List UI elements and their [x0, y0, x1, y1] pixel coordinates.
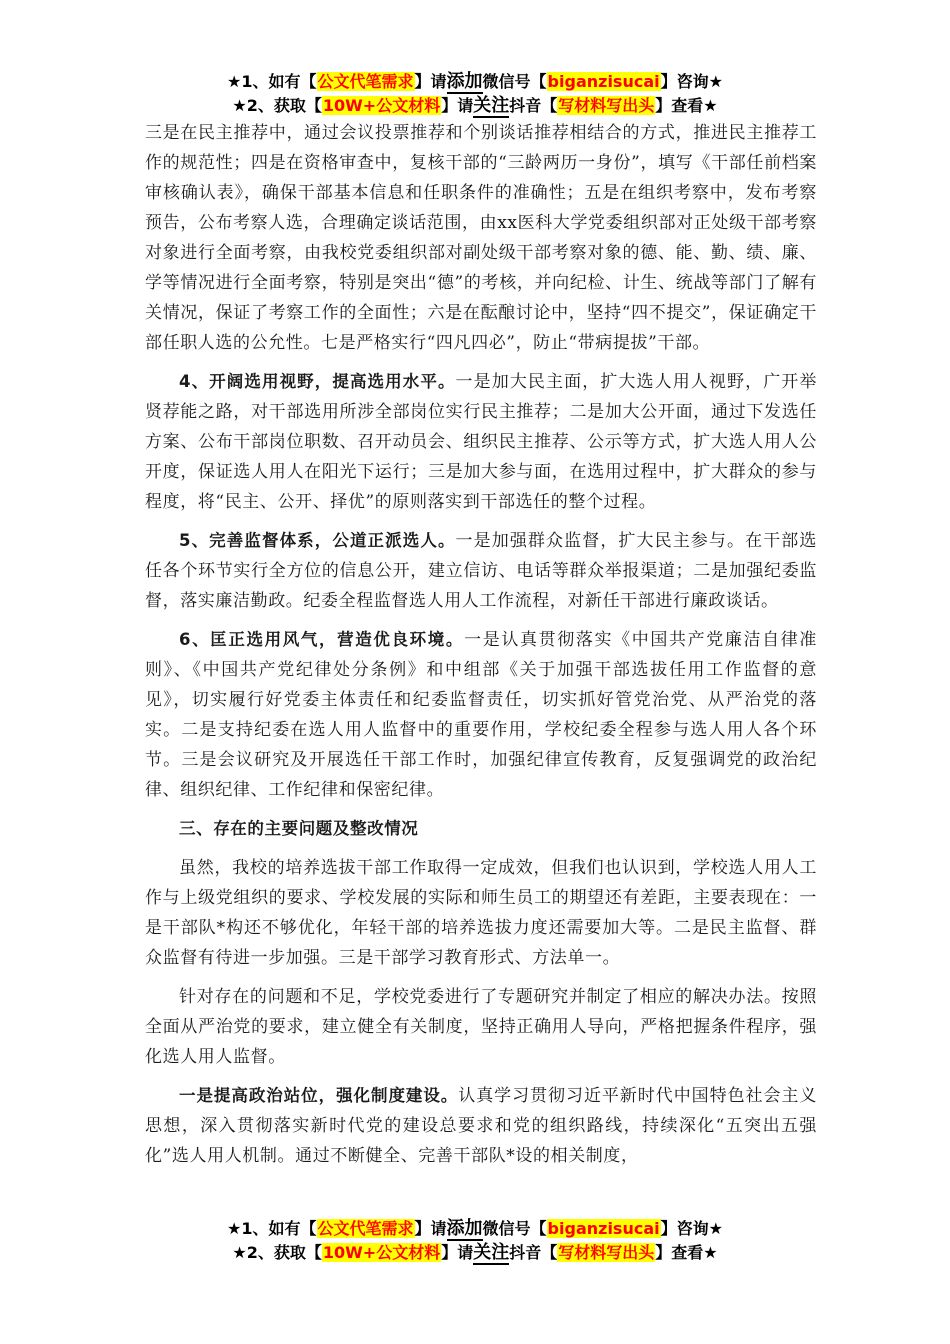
promo-highlight: 公文代笔需求 — [317, 72, 414, 91]
promo-line-2 — [0, 1241, 950, 1265]
promo-keyword: 添加 — [446, 71, 483, 92]
promo-banner-bottom — [0, 1217, 950, 1265]
section-heading-text: 三、存在的主要问题及整改情况 — [179, 819, 419, 838]
section-heading — [145, 814, 817, 844]
promo-highlight: biganzisucai — [547, 72, 660, 91]
paragraph — [145, 982, 817, 1072]
promo-banner-top — [0, 70, 950, 118]
paragraph-lead: 一是提高政治站位，强化制度建设。 — [179, 1086, 459, 1105]
promo-highlight: 写材料写出头 — [558, 96, 655, 115]
promo-highlight: biganzisucai — [547, 1219, 660, 1238]
promo-text: 】请 — [441, 1243, 474, 1262]
promo-text: 微信号【 — [482, 72, 547, 91]
paragraph-text: 认真学习贯彻习近平新时代中国特色社会主义思想，深入贯彻落实新时代党的建设总要求和党的组织路线，持续深化“五突出五强化”选人用人机制。通过不断健全、完善干部队*设的相关制度， — [145, 1086, 817, 1166]
promo-text: 抖音【 — [509, 1243, 558, 1262]
promo-keyword: 添加 — [446, 1218, 483, 1239]
promo-text: 】查看★ — [655, 1243, 718, 1262]
paragraph-text: 一是加强群众监督，扩大民主参与。在干部选任各个环节实行全方位的信息公开，建立信访、电话等群众举报渠道；二是加强纪委监督，落实廉洁勤政。纪委全程监督选人用人工作流程，对新任干部进行廉政谈话。 — [145, 531, 817, 611]
paragraph — [145, 367, 817, 517]
promo-text: 微信号【 — [482, 1219, 547, 1238]
paragraph — [145, 526, 817, 616]
promo-text: ★1、如有【 — [227, 72, 317, 91]
promo-line-2 — [0, 94, 950, 118]
promo-highlight: 10W+公文材料 — [322, 96, 441, 115]
promo-highlight: 10W+公文材料 — [322, 1243, 441, 1262]
document-body — [145, 118, 817, 1180]
promo-keyword: 关注 — [473, 1242, 510, 1263]
paragraph-text: 一是认真贯彻落实《中国共产党廉洁自律准则》、《中国共产党纪律处分条例》和中组部《关于加强干部选拔任用工作监督的意见》，切实履行好党委主体责任和纪委监督责任，切实抓好管党治党、从严治党的落实。二是支持纪委在选人用人监督中的重要作用，学校纪委全程参与选人用人各个环节。三是会议研究及开展选任干部工作时，加强纪律宣传教育，反复强调党的政治纪律、组织纪律、工作纪律和保密纪律。 — [145, 630, 817, 800]
paragraph-lead: 5、完善监督体系，公道正派选人。 — [179, 531, 456, 550]
promo-text: 】请 — [441, 96, 474, 115]
paragraph-text: 一是加大民主面，扩大选人用人视野，广开举贤荐能之路，对干部选用所涉全部岗位实行民主推荐；二是加大公开面，通过下发选任方案、公布干部岗位职数、召开动员会、组织民主推荐、公示等方式，扩大选人用人公开度，保证选人用人在阳光下运行；三是加大参与面，在选用过程中，扩大群众的参与程度，将“民主、公开、择优”的原则落实到干部选任的整个过程。 — [145, 372, 817, 512]
promo-text: ★1、如有【 — [227, 1219, 317, 1238]
paragraph — [145, 118, 817, 358]
promo-text: 】咨询★ — [660, 1219, 723, 1238]
paragraph-text: 三是在民主推荐中，通过会议投票推荐和个别谈话推荐相结合的方式，推进民主推荐工作的规范性；四是在资格审查中，复核干部的“三龄两历一身份”，填写《干部任前档案审核确认表》，确保干部基本信息和任职条件的准确性；五是在组织考察中，发布考察预告，公布考察人选，合理确定谈话范围，由xx医科大学党委组织部对正处级干部考察对象进行全面考察，由我校党委组织部对副处级干部考察对象的德、能、勤、绩、廉、学等情况进行全面考察，特别是突出“德”的考核，并向纪检、计生、统战等部门了解有关情况，保证了考察工作的全面性；六是在酝酿讨论中，坚持“四不提交”，保证确定干部任职人选的公允性。七是严格实行“四凡四必”，防止“带病提拔”干部。 — [145, 123, 817, 353]
paragraph-lead: 6、匡正选用风气，营造优良环境。 — [179, 630, 465, 649]
promo-text: 】请 — [414, 1219, 447, 1238]
promo-keyword: 关注 — [473, 95, 510, 116]
promo-text: 】查看★ — [655, 96, 718, 115]
promo-text: 】咨询★ — [660, 72, 723, 91]
paragraph — [145, 625, 817, 805]
promo-line-1 — [0, 1217, 950, 1241]
promo-text: 】请 — [414, 72, 447, 91]
paragraph-text: 针对存在的问题和不足，学校党委进行了专题研究并制定了相应的解决办法。按照全面从严治党的要求，建立健全有关制度，坚持正确用人导向，严格把握条件程序，强化选人用人监督。 — [145, 987, 817, 1067]
promo-highlight: 公文代笔需求 — [317, 1219, 414, 1238]
promo-text: ★2、获取【 — [232, 1243, 322, 1262]
paragraph — [145, 1081, 817, 1171]
promo-line-1 — [0, 70, 950, 94]
promo-highlight: 写材料写出头 — [558, 1243, 655, 1262]
promo-text: 抖音【 — [509, 96, 558, 115]
promo-text: ★2、获取【 — [232, 96, 322, 115]
paragraph — [145, 853, 817, 973]
paragraph-lead: 4、开阔选用视野，提高选用水平。 — [179, 372, 456, 391]
paragraph-text: 虽然，我校的培养选拔干部工作取得一定成效，但我们也认识到，学校选人用人工作与上级党组织的要求、学校发展的实际和师生员工的期望还有差距，主要表现在：一是干部队*构还不够优化，年轻干部的培养选拔力度还需要加大等。二是民主监督、群众监督有待进一步加强。三是干部学习教育形式、方法单一。 — [145, 858, 817, 968]
